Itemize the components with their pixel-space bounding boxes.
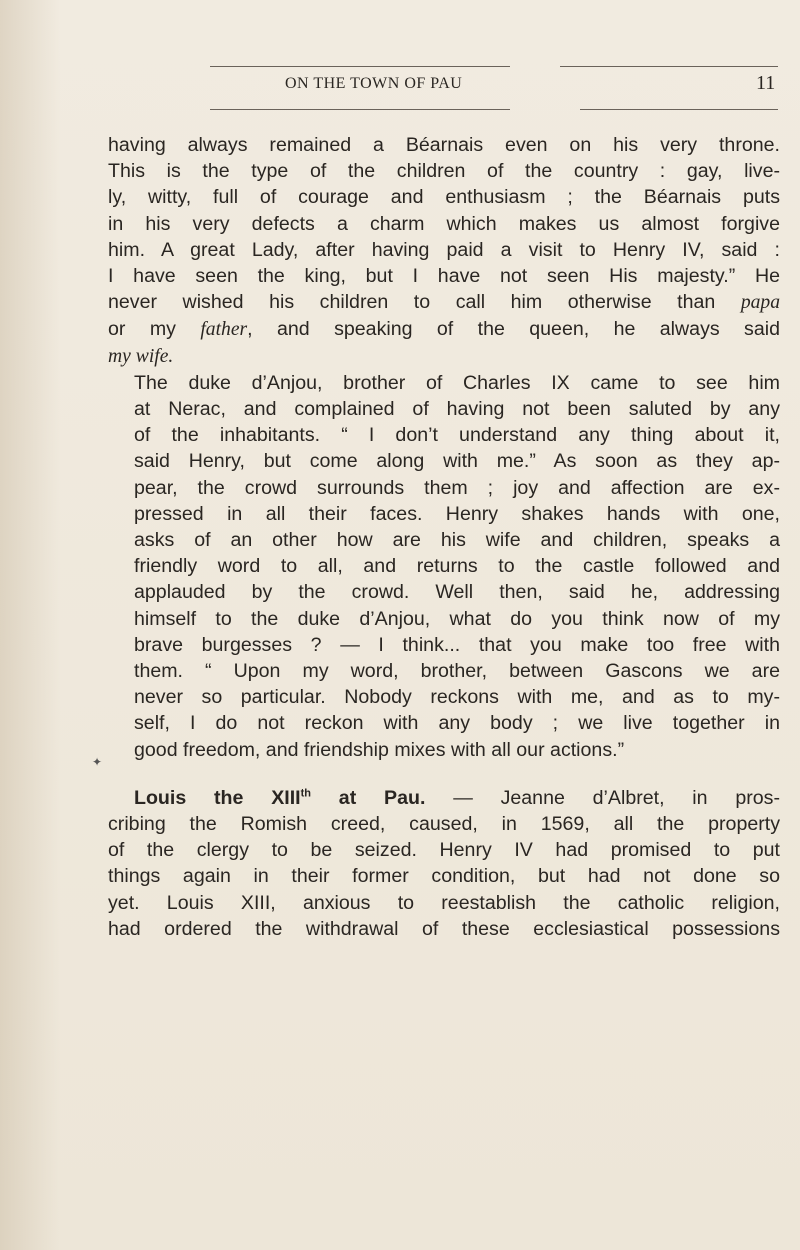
text-line	[108, 289, 780, 316]
text-line: at Nerac, and complained of having not been saluted by any	[134, 398, 780, 421]
italic-word: papa	[740, 292, 780, 314]
text-line: them. “ Upon my word, brother, between Gascons we are	[134, 660, 780, 683]
header-rule-top-right	[560, 66, 778, 67]
text-line: applauded by the crowd. Well then, said he, addressing	[134, 581, 780, 604]
italic-word: father	[200, 319, 248, 341]
text-line: pear, the crowd surrounds them ; joy and affection are ex-	[134, 476, 780, 499]
text-fragment: — Jeanne d’Albret, in pros-	[425, 786, 780, 809]
text-line: ly, witty, full of courage and enthusiasm ; the Béarnais puts	[108, 186, 780, 209]
text-line: never so particular. Nobody reckons with me, and as to my-	[134, 686, 780, 709]
text-fragment: never wished his children to call him otherwise than	[108, 291, 716, 314]
section-heading	[134, 787, 425, 809]
text-line: asks of an other how are his wife and children, speaks a	[134, 529, 780, 552]
text-line: yet. Louis XIII, anxious to reestablish the catholic religion,	[108, 891, 780, 914]
text-fragment: or my	[108, 318, 176, 341]
text-line: brave burgesses ? — I think... that you make too free with	[134, 633, 780, 656]
text-line: pressed in all their faces. Henry shakes hands with one,	[134, 502, 780, 525]
text-line	[108, 785, 780, 811]
text-line: good freedom, and friendship mixes with all our actions.”	[134, 738, 625, 761]
text-line: friendly word to all, and returns to the castle followed and	[134, 555, 780, 578]
running-header	[0, 72, 800, 102]
section-heading-rest: at Pau.	[311, 786, 426, 809]
text-line: said Henry, but come along with me.” As soon as they ap-	[134, 450, 780, 473]
text-line: of the inhabitants. “ I don’t understand any thing about it,	[134, 424, 780, 447]
text-line: I have seen the king, but I have not seen His majesty.” He	[108, 265, 780, 288]
text-line: The duke d’Anjou, brother of Charles IX came to see him	[134, 371, 780, 394]
paragraph-duke-anjou	[108, 370, 780, 763]
text-fragment: , and speaking of the queen, he always said	[247, 318, 780, 341]
running-title: ON THE TOWN OF PAU	[285, 75, 463, 92]
text-line: self, I do not reckon with any body ; we live together in	[134, 712, 780, 735]
section-heading-sup: th	[300, 787, 312, 800]
text-line: having always remained a Béarnais even on his very throne.	[108, 134, 780, 156]
header-rule-bottom	[210, 109, 510, 110]
margin-mark-icon: ✦	[92, 755, 103, 769]
paragraph-henry-character	[108, 132, 780, 370]
text-line: This is the type of the children of the country : gay, live-	[108, 160, 780, 183]
text-line: things again in their former condition, but had not done so	[108, 865, 780, 888]
body-text	[108, 132, 780, 942]
section-heading-main: Louis the XIII	[134, 786, 301, 809]
text-line: had ordered the withdrawal of these ecclesiastical possessions	[108, 917, 780, 940]
text-line	[108, 316, 780, 343]
paragraph-louis-xiii	[108, 785, 780, 942]
header-rule-bottom-right	[580, 109, 778, 110]
header-rule-top	[210, 66, 510, 67]
text-line: himself to the duke d’Anjou, what do you think now of my	[134, 607, 780, 630]
text-line: of the clergy to be seized. Henry IV had promised to put	[108, 839, 780, 862]
text-line: cribing the Romish creed, caused, in 1569, all the property	[108, 813, 780, 836]
text-line: him. A great Lady, after having paid a visit to Henry IV, said :	[108, 238, 780, 261]
page-number: 11	[756, 72, 776, 94]
text-line: my wife.	[108, 345, 174, 367]
text-line: in his very defects a charm which makes us almost forgive	[108, 212, 780, 235]
